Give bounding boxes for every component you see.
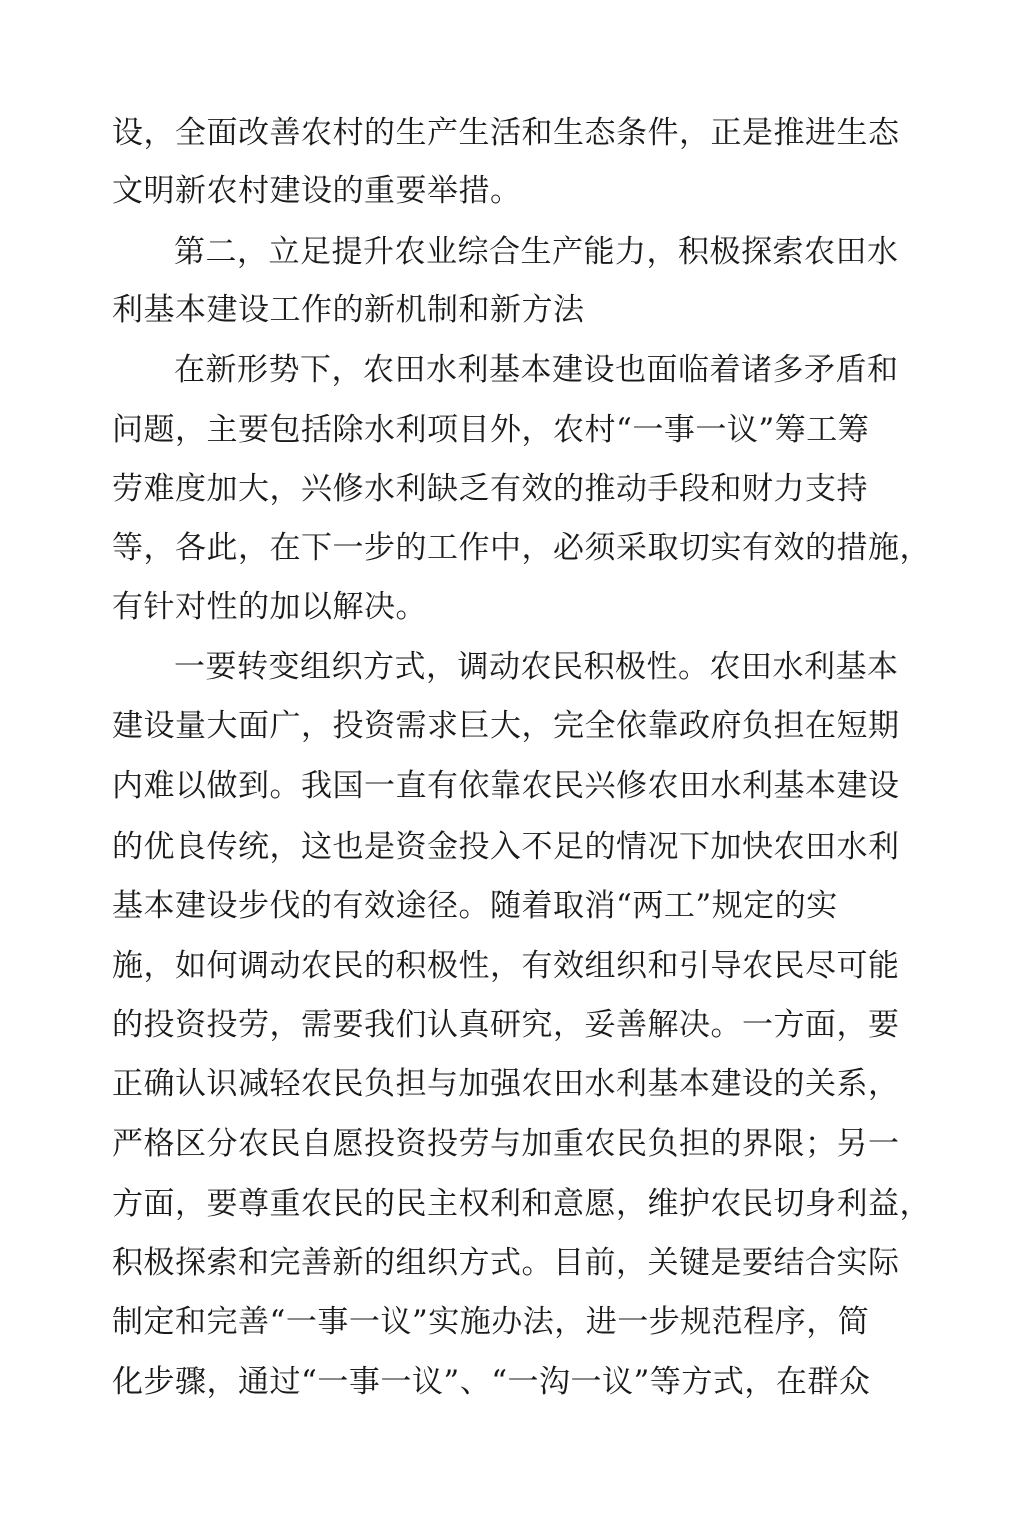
- text-line: 内难以做到。我国一直有依靠农民兴修农田水利基本建设: [112, 768, 900, 804]
- text-line: 等，各此，在下一步的工作中，必须采取切实有效的措施，: [112, 530, 931, 566]
- paragraph-first-line: 第二，立足提升农业综合生产能力，积极探索农田水: [174, 234, 899, 270]
- text-line: 建设量大面广，投资需求巨大，完全依靠政府负担在短期: [112, 708, 900, 744]
- text-line: 积极探索和完善新的组织方式。目前，关键是要结合实际: [112, 1245, 900, 1281]
- text-line: 问题，主要包括除水利项目外，农村“一事一议”筹工筹: [112, 412, 870, 448]
- text-line: 的优良传统，这也是资金投入不足的情况下加快农田水利: [112, 829, 900, 865]
- text-line: 方面，要尊重农民的民主权利和意愿，维护农民切身利益，: [112, 1186, 931, 1222]
- text-line: 设，全面改善农村的生产生活和生态条件，正是推进生态: [112, 115, 900, 151]
- text-line: 严格区分农民自愿投资投劳与加重农民负担的界限；另一: [112, 1126, 900, 1162]
- text-line: 施，如何调动农民的积极性，有效组织和引导农民尽可能: [112, 948, 900, 984]
- text-line: 基本建设步伐的有效途径。随着取消“两工”规定的实: [112, 888, 838, 924]
- text-line: 利基本建设工作的新机制和新方法: [112, 292, 585, 328]
- text-line: 正确认识减轻农民负担与加强农田水利基本建设的关系，: [112, 1066, 900, 1102]
- text-line: 化步骤，通过“一事一议”、“一沟一议”等方式，在群众: [112, 1364, 871, 1400]
- text-line: 文明新农村建设的重要举措。: [112, 173, 522, 209]
- paragraph-first-line: 一要转变组织方式，调动农民积极性。农田水利基本: [174, 649, 899, 685]
- text-line: 制定和完善“一事一议”实施办法，进一步规范程序，简: [112, 1304, 870, 1340]
- text-line: 劳难度加大，兴修水利缺乏有效的推动手段和财力支持: [112, 471, 868, 507]
- paragraph-first-line: 在新形势下，农田水利基本建设也面临着诸多矛盾和: [174, 352, 899, 388]
- text-line: 的投资投劳，需要我们认真研究，妥善解决。一方面，要: [112, 1007, 900, 1043]
- text-line: 有针对性的加以解决。: [112, 589, 427, 625]
